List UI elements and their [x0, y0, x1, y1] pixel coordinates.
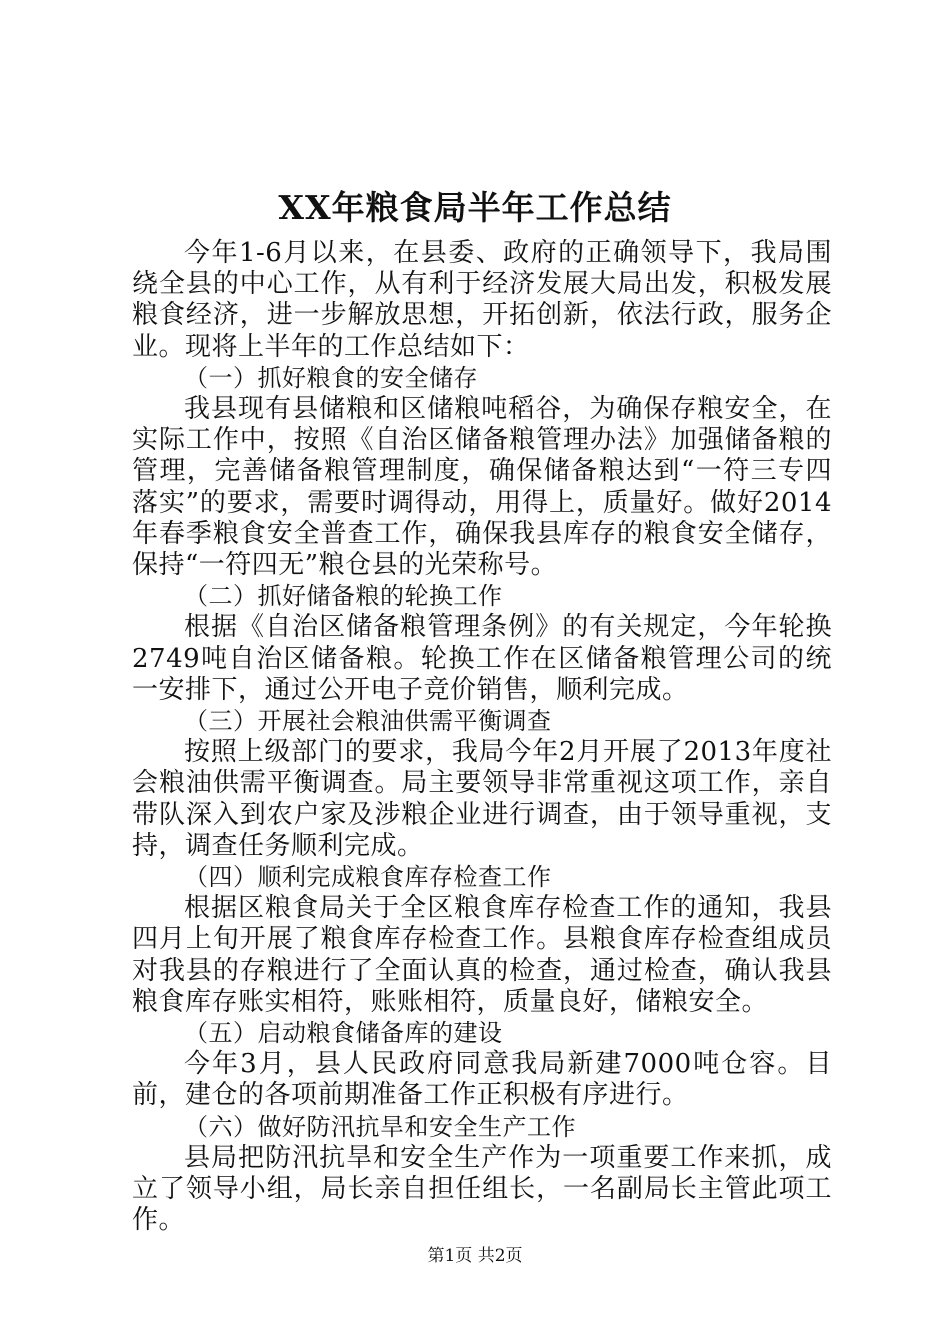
intro-paragraph: 今年1-6月以来，在县委、政府的正确领导下，我局围绕全县的中心工作，从有利于经济发展大局出发，积极发展粮食经济，进一步解放思想，开拓创新，依法行政，服务企业。现将上半年的工作总结如下： [132, 238, 832, 362]
section-heading-6: （六）做好防汛抗旱和安全生产工作 [184, 1112, 576, 1141]
section-paragraph-1: 我县现有县储粮和区储粮吨稻谷，为确保存粮安全，在实际工作中，按照《自治区储备粮管理办法》加强储备粮的管理，完善储备粮管理制度，确保储备粮达到“一符三专四落实”的要求，需要时调得动，用得上，质量好。做好2014年春季粮食安全普查工作，确保我县库存的粮食安全储存，保持“一符四无”粮仓县的光荣称号。 [132, 394, 832, 581]
section-heading-1: （一）抓好粮食的安全储存 [184, 363, 478, 392]
document-body [132, 238, 832, 1237]
section-paragraph-5: 今年3月，县人民政府同意我局新建7000吨仓容。目前，建仓的各项前期准备工作正积极有序进行。 [132, 1049, 832, 1111]
section-paragraph-4: 根据区粮食局关于全区粮食库存检查工作的通知，我县四月上旬开展了粮食库存检查工作。县粮食库存检查组成员对我县的存粮进行了全面认真的检查，通过检查，确认我县粮食库存账实相符，账账相符，质量良好，储粮安全。 [132, 893, 832, 1017]
section-paragraph-2: 根据《自治区储备粮管理条例》的有关规定，今年轮换2749吨自治区储备粮。轮换工作在区储备粮管理公司的统一安排下，通过公开电子竞价销售，顺利完成。 [132, 612, 832, 705]
section-paragraph-3: 按照上级部门的要求，我局今年2月开展了2013年度社会粮油供需平衡调查。局主要领导非常重视这项工作，亲自带队深入到农户家及涉粮企业进行调查，由于领导重视，支持，调查任务顺利完成。 [132, 737, 832, 861]
page-footer: 第1页 共2页 [427, 1246, 523, 1266]
section-heading-2: （二）抓好储备粮的轮换工作 [184, 582, 503, 611]
section-paragraph-6: 县局把防汛抗旱和安全生产作为一项重要工作来抓，成立了领导小组，局长亲自担任组长，一名副局长主管此项工作。 [132, 1142, 832, 1236]
section-heading-3: （三）开展社会粮油供需平衡调查 [184, 707, 552, 736]
section-heading-5: （五）启动粮食储备库的建设 [184, 1019, 503, 1048]
document-title: XX年粮食局半年工作总结 [278, 188, 672, 227]
section-heading-4: （四）顺利完成粮食库存检查工作 [184, 863, 552, 892]
